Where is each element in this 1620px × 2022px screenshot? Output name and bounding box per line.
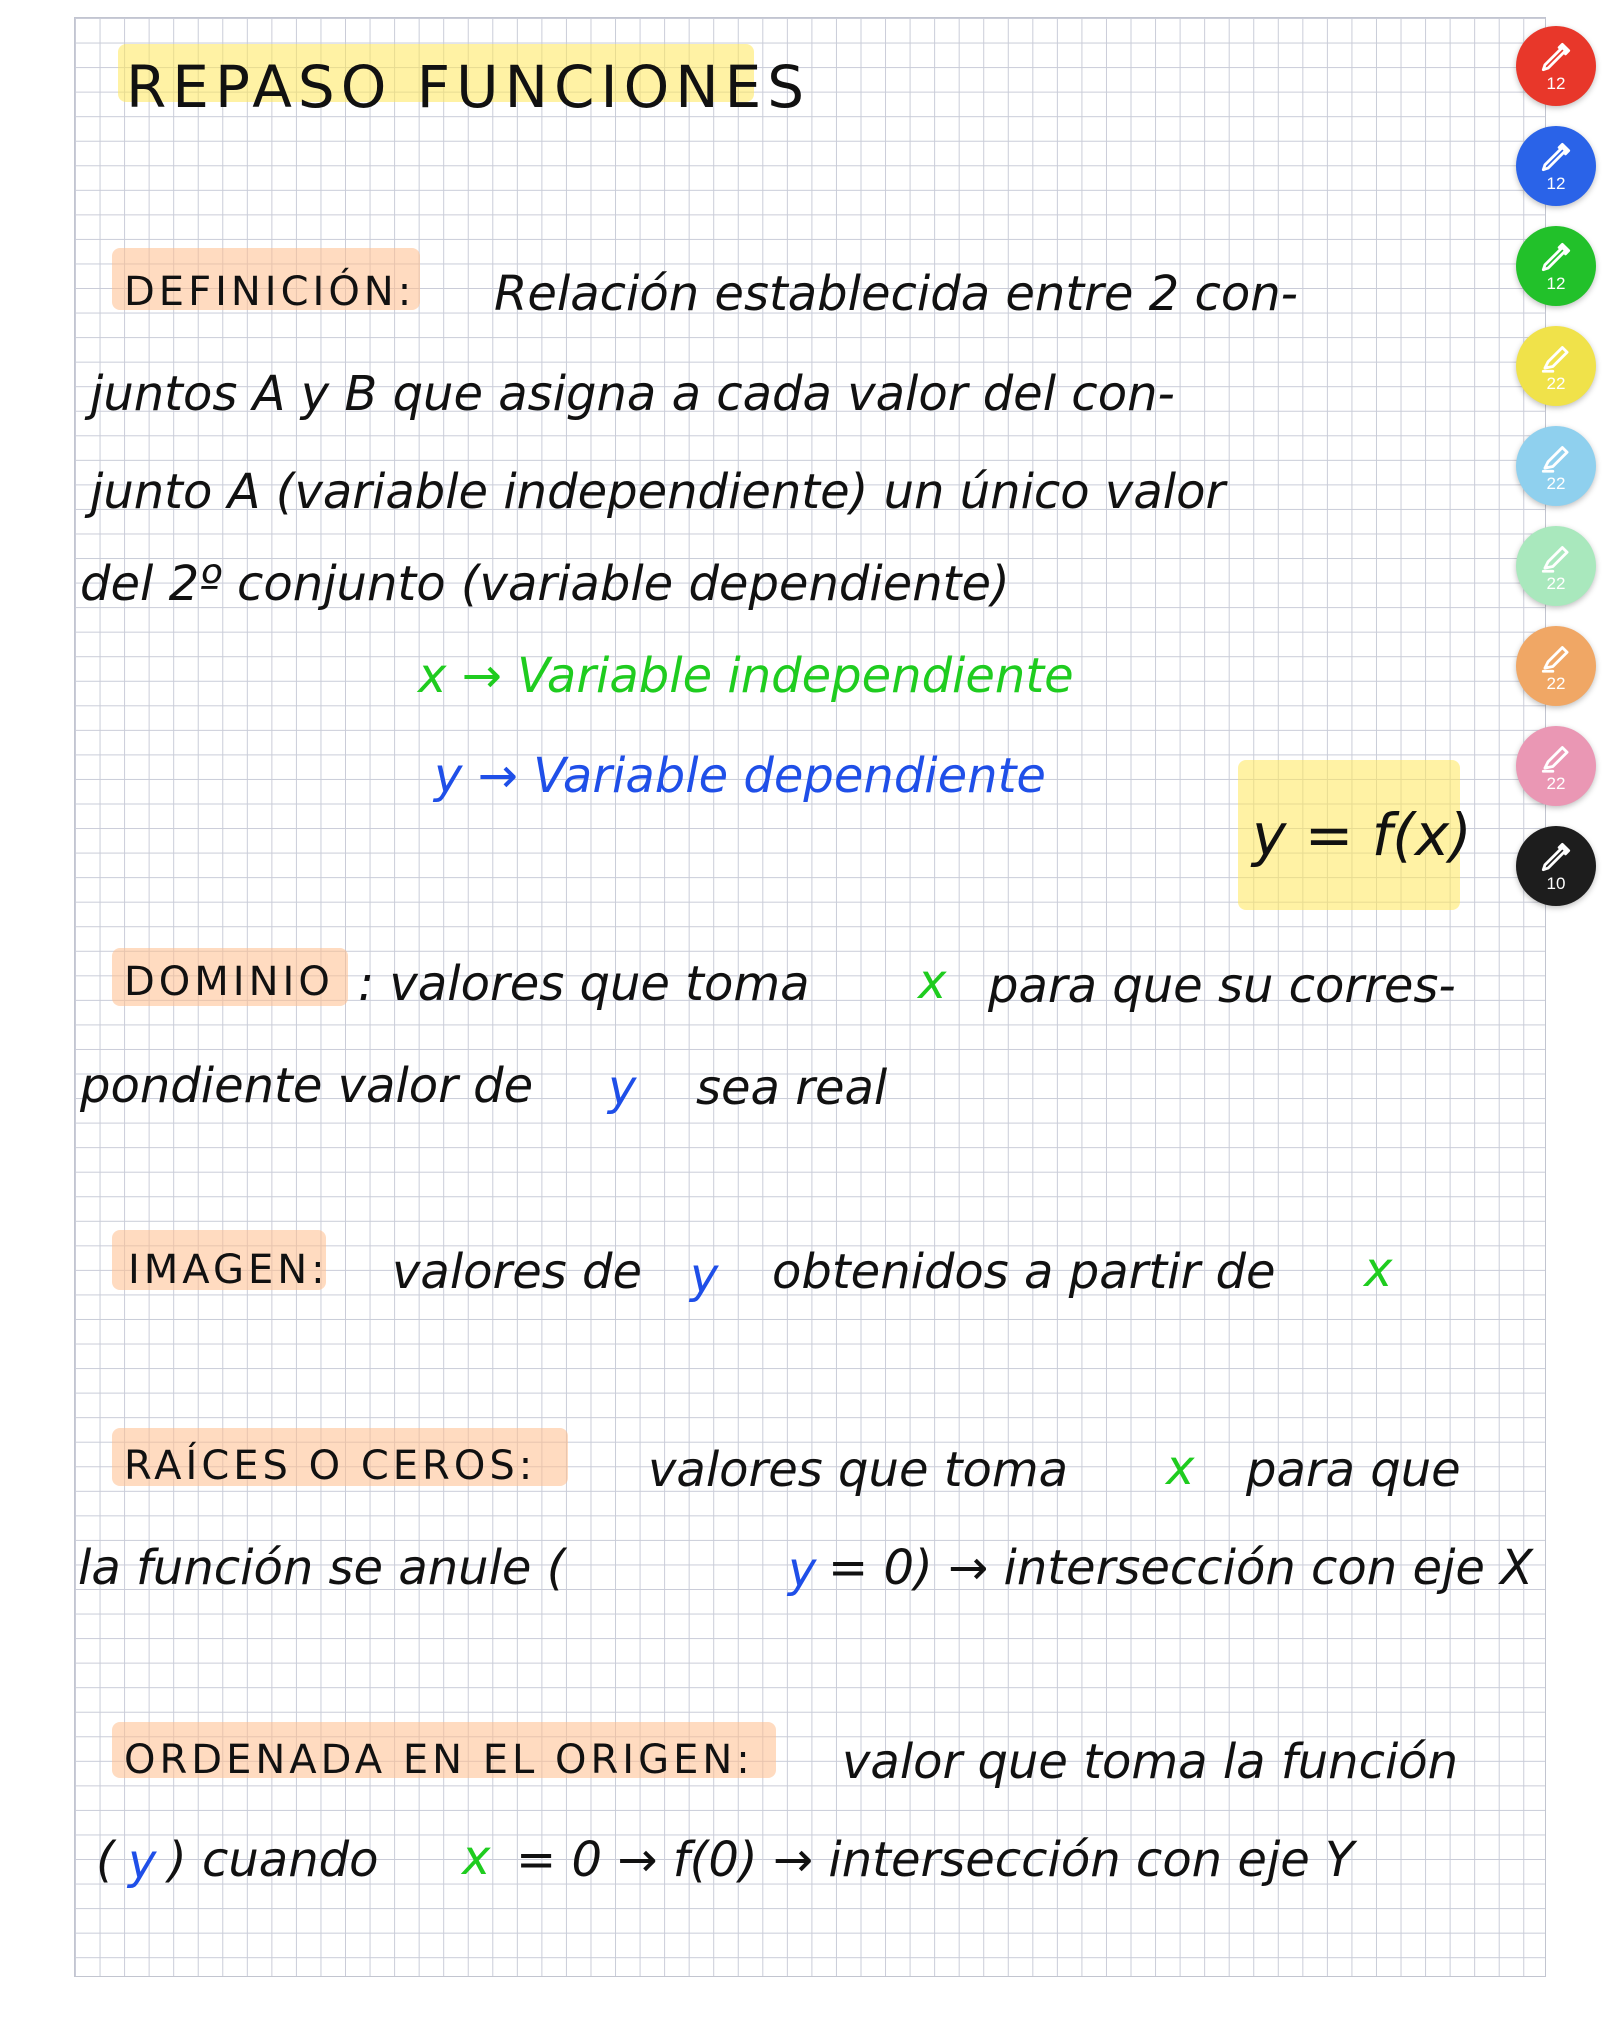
independent-variable-note: x → Variable independiente [418, 648, 1074, 704]
raices-line-2b: = 0) → intersección con eje X [828, 1540, 1533, 1596]
ordenada-x: x [462, 1830, 491, 1886]
pen-icon [1537, 138, 1575, 176]
dominio-y: y [608, 1060, 637, 1116]
dominio-label: DOMINIO [124, 959, 334, 1005]
dominio-line-2a: pondiente valor de [80, 1058, 534, 1114]
raices-line-2a: la función se anule ( [78, 1540, 566, 1596]
pen-size: 22 [1546, 674, 1566, 693]
pen-icon [1537, 38, 1575, 76]
imagen-label: IMAGEN: [128, 1247, 329, 1293]
function-formula: y = f(x) [1252, 801, 1472, 869]
raices-x: x [1166, 1440, 1195, 1496]
raices-line-1b: para que [1246, 1442, 1461, 1498]
highlighter-tool-pink[interactable] [1516, 726, 1596, 806]
pen-tool-black[interactable] [1516, 826, 1596, 906]
ordenada-line-2b: ) cuando [168, 1832, 379, 1888]
definicion-label: DEFINICIÓN: [124, 269, 416, 315]
page-title: REPASO FUNCIONES [126, 53, 811, 121]
definicion-line-1: Relación establecida entre 2 con- [494, 266, 1298, 322]
ordenada-y: y [128, 1834, 157, 1890]
highlighter-icon [1537, 738, 1575, 776]
highlighter-icon [1537, 538, 1575, 576]
highlighter-tool-orange[interactable] [1516, 626, 1596, 706]
raices-label: RAÍCES O CEROS: [124, 1443, 537, 1489]
highlighter-icon [1537, 438, 1575, 476]
definicion-line-4: del 2º conjunto (variable dependiente) [80, 556, 1010, 612]
highlighter-icon [1537, 338, 1575, 376]
ordenada-label: ORDENADA EN EL ORIGEN: [124, 1737, 754, 1783]
definicion-line-2: juntos A y B que asigna a cada valor del con- [90, 366, 1175, 422]
pen-size: 12 [1546, 174, 1566, 193]
pen-icon [1537, 838, 1575, 876]
highlighter-tool-yellow[interactable] [1516, 326, 1596, 406]
dominio-line-1b: para que su corres- [988, 958, 1456, 1014]
raices-line-1a: valores que toma [648, 1442, 1069, 1498]
dominio-line-1a: : valores que toma [358, 956, 810, 1012]
pen-size: 22 [1546, 574, 1566, 593]
pen-size: 22 [1546, 474, 1566, 493]
ordenada-line-2c: = 0 → f(0) → intersección con eje Y [516, 1832, 1355, 1888]
dominio-line-2b: sea real [696, 1060, 888, 1116]
ordenada-line-2a: ( [96, 1832, 115, 1888]
imagen-text-b: obtenidos a partir de [772, 1244, 1276, 1300]
pen-size: 22 [1546, 374, 1566, 393]
highlighter-icon [1537, 638, 1575, 676]
pen-icon [1537, 238, 1575, 276]
ordenada-line-1: valor que toma la función [842, 1734, 1459, 1790]
pen-tool-green[interactable] [1516, 226, 1596, 306]
imagen-y: y [690, 1248, 719, 1304]
dominio-x: x [918, 954, 947, 1010]
highlighter-tool-lightblue[interactable] [1516, 426, 1596, 506]
pen-size: 12 [1546, 274, 1566, 293]
dependent-variable-note: y → Variable dependiente [434, 748, 1046, 804]
imagen-text-a: valores de [392, 1244, 643, 1300]
pen-tool-red[interactable] [1516, 26, 1596, 106]
highlighter-tool-mint[interactable] [1516, 526, 1596, 606]
pen-size: 22 [1546, 774, 1566, 793]
pen-tool-blue[interactable] [1516, 126, 1596, 206]
pen-size: 10 [1546, 874, 1566, 893]
definicion-line-3: junto A (variable independiente) un único valor [90, 464, 1226, 520]
imagen-x: x [1364, 1242, 1393, 1298]
raices-y: y [788, 1542, 817, 1598]
pen-size: 12 [1546, 74, 1566, 93]
